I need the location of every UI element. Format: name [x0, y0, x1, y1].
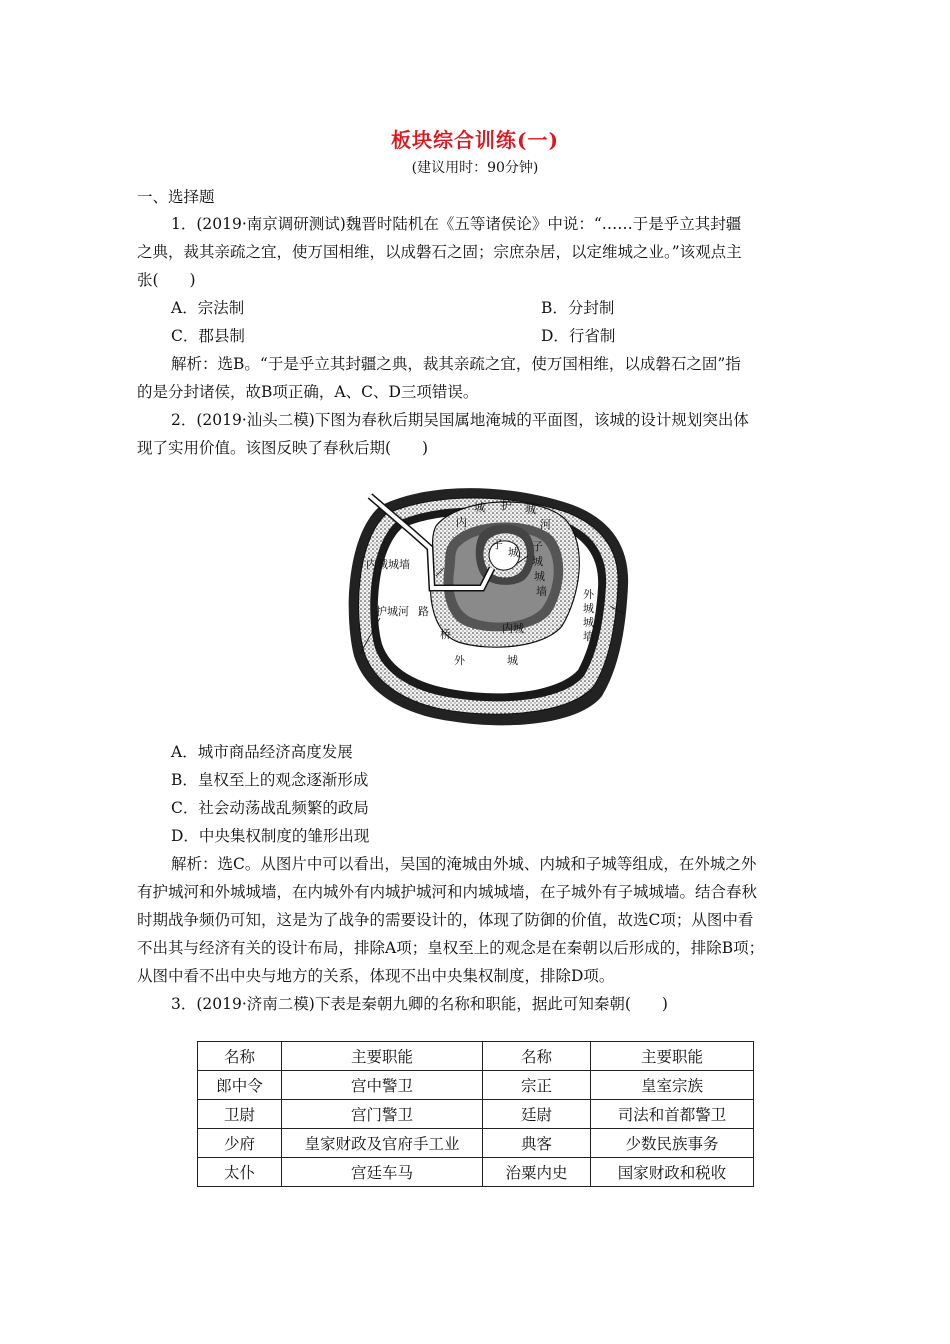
map-label-zi1: 子: [492, 538, 503, 551]
q1-line-2: 之典，裁其亲疏之宜，使万国相维，以成磐石之固；宗庶杂居，以定维城之业。”该观点主: [137, 243, 742, 261]
map-label-bridge: 桥: [440, 628, 451, 641]
map-label-zcq3: 城: [534, 570, 545, 583]
q2-analysis-4: 不出其与经济有关的设计布局，排除A项；皇权至上的观念是在秦朝以后形成的，排除B项；: [137, 939, 765, 957]
q2-option-b: B．皇权至上的观念逐渐形成: [171, 771, 369, 789]
map-label-wcq1: 外: [583, 588, 594, 601]
map-label-zcq1: 子: [532, 540, 543, 553]
q1-analysis-2: 的是分封诸侯，故B项正确，A、C、D三项错误。: [137, 383, 479, 401]
table-header-cell: 名称: [198, 1042, 282, 1071]
q2-option-d: D．中央集权制度的雏形出现: [171, 827, 370, 845]
map-label-inner-wall: 内城城墙: [366, 558, 410, 571]
table-row: [198, 1071, 754, 1100]
table-cell: 司法和首都警卫: [591, 1100, 754, 1129]
map-label-hu2: 护: [501, 499, 512, 512]
q2-option-a: A．城市商品经济高度发展: [171, 743, 353, 761]
table-cell: 宫廷车马: [282, 1158, 483, 1187]
table-cell: 皇室宗族: [591, 1071, 754, 1100]
section-heading: 一、选择题: [137, 188, 215, 206]
page-subtitle: (建议用时：90分钟): [411, 160, 539, 176]
table-cell: 国家财政和税收: [591, 1158, 754, 1187]
map-label-road: 路: [418, 605, 429, 618]
q1-option-b: B．分封制: [541, 299, 615, 317]
map-label-hu1: 城: [474, 501, 485, 514]
q1-line-1: 1．(2019·南京调研测试)魏晋时陆机在《五等诸侯论》中说：“……于是乎立其封疆: [171, 215, 742, 233]
map-label-wcq3: 城: [583, 616, 594, 629]
table-cell: 宫门警卫: [282, 1100, 483, 1129]
table-row: [198, 1100, 754, 1129]
q2-analysis-5: 从图中看不出中央与地方的关系，体现不出中央集权制度，排除D项。: [137, 967, 615, 985]
q1-option-c: C．郡县制: [171, 327, 245, 345]
q3-line: 3．(2019·济南二模)下表是秦朝九卿的名称和职能，据此可知秦朝( ): [171, 995, 668, 1013]
q2-line-1: 2．(2019·汕头二模)下图为春秋后期吴国属地淹城的平面图，该城的设计规划突出体: [171, 411, 749, 429]
table-cell: 郎中令: [198, 1071, 282, 1100]
table-cell: 宗正: [483, 1071, 591, 1100]
yancheng-city-plan-map: [340, 476, 634, 732]
map-label-nei: 内: [456, 516, 467, 529]
table-row: [198, 1158, 754, 1187]
map-label-hu3: 城: [525, 503, 536, 516]
q2-option-c: C．社会动荡战乱频繁的政局: [171, 799, 369, 817]
table-cell: 少数民族事务: [591, 1129, 754, 1158]
table-row: [198, 1129, 754, 1158]
q2-line-2: 现了实用价值。该图反映了春秋后期( ): [137, 439, 429, 457]
nine-ministers-table: [197, 1041, 754, 1187]
map-label-inner-city: 内城: [502, 622, 524, 635]
table-cell: 典客: [483, 1129, 591, 1158]
table-cell: 卫尉: [198, 1100, 282, 1129]
table-cell: 廷尉: [483, 1100, 591, 1129]
table-header-cell: 主要职能: [282, 1042, 483, 1071]
map-label-wcq2: 城: [583, 602, 594, 615]
q1-analysis-1: 解析：选B。“于是乎立其封疆之典，裁其亲疏之宜，使万国相维，以成磐石之固”指: [171, 355, 741, 373]
table-cell: 宫中警卫: [282, 1071, 483, 1100]
table-cell: 太仆: [198, 1158, 282, 1187]
map-label-wcq4: 墙: [583, 630, 594, 643]
q1-option-a: A．宗法制: [171, 299, 245, 317]
q2-analysis-2: 有护城河和外城城墙，在内城外有内城护城河和内城城墙，在子城外有子城城墙。结合春秋: [137, 883, 758, 901]
map-label-zcq2: 城: [532, 555, 543, 568]
map-label-cheng: 城: [507, 654, 518, 667]
table-cell: 皇家财政及官府手工业: [282, 1129, 483, 1158]
q2-analysis-3: 时期战争频仍可知，这是为了战争的需要设计的，体现了防御的价值，故选C项；从图中看: [137, 911, 754, 929]
map-label-zi2: 城: [508, 546, 519, 559]
map-label-zcq4: 墙: [536, 585, 547, 598]
table-header-row: [198, 1042, 754, 1071]
page-title: 板块综合训练(一): [391, 128, 559, 152]
table-cell: 治粟内史: [483, 1158, 591, 1187]
table-header-cell: 主要职能: [591, 1042, 754, 1071]
table-cell: 少府: [198, 1129, 282, 1158]
q2-analysis-1: 解析：选C。从图片中可以看出，吴国的淹城由外城、内城和子城等组成，在外城之外: [171, 855, 757, 873]
table-header-cell: 名称: [483, 1042, 591, 1071]
map-label-moat: 护城河: [376, 605, 409, 618]
q1-option-d: D．行省制: [541, 327, 616, 345]
map-label-wai: 外: [454, 654, 465, 667]
map-label-hu4: 河: [540, 518, 551, 531]
q1-line-3: 张( ): [137, 271, 196, 289]
